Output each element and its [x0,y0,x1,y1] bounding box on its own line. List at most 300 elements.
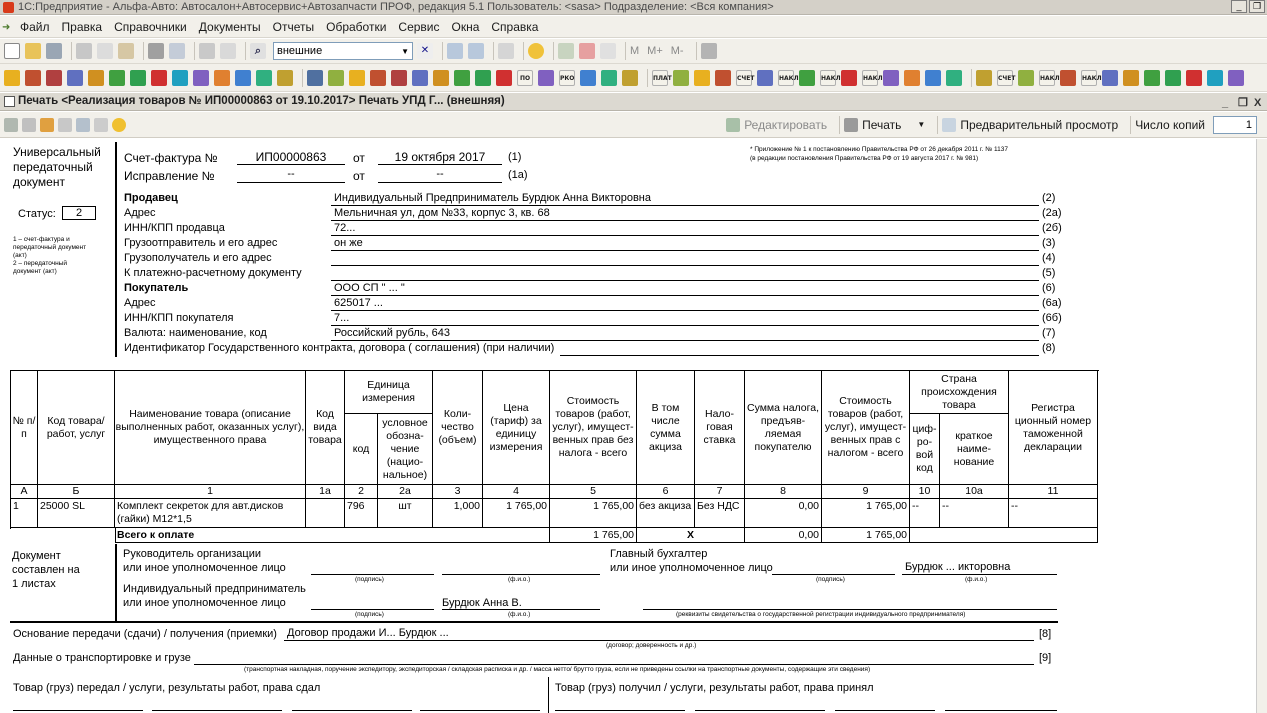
toolbar2-icon[interactable]: НАКЛ [820,70,836,86]
toolbar2-icon[interactable] [46,70,62,86]
composed-line: Документ [12,550,61,562]
toolbar2-icon[interactable] [1060,70,1076,86]
total-sum: 1 765,00 [822,528,910,543]
underline [378,164,502,165]
chief-accountant-line: или иное уполномоченное лицо [610,562,773,574]
underline [152,710,282,711]
col-number: 8 [745,485,822,499]
preview-icon[interactable] [169,43,185,59]
total-tax: 0,00 [745,528,822,543]
signature-line [772,574,895,575]
item-cell: 1 765,00 [550,499,637,528]
col-number: 11 [1009,485,1098,499]
party-label: Покупатель [124,282,189,294]
basis-value: Договор продажи И... Бурдюк ... [287,627,449,639]
toolbar2-icon[interactable] [475,70,491,86]
ip-requisites-caption: (реквизиты свидетельства о государственной регистрации индивидуального предпринимателя) [676,611,966,618]
status-note-line: (акт) [13,252,27,259]
save-doc-icon[interactable] [22,118,36,132]
menu-file[interactable]: Файл [20,19,50,34]
signature-line [311,609,434,610]
field-num: (2а) [1042,207,1062,219]
signature-caption: (подпись) [816,576,845,583]
menu-service[interactable]: Сервис [398,19,440,34]
preview-label: Предварительный просмотр [960,117,1119,132]
menu-help[interactable]: Справка [491,19,539,34]
col-number: 7 [695,485,745,499]
item-cell: 0,00 [745,499,822,528]
col-number: 2 [345,485,378,499]
toolbar2-icon[interactable] [433,70,449,86]
toolbar2-icon[interactable] [370,70,386,86]
col-header-tax-amount: Сумма налога, предъяв-ляемая покупателю [745,371,822,485]
toolbar-separator [971,69,972,87]
edit-button[interactable] [726,118,827,132]
toolbar2-icon[interactable] [151,70,167,86]
toolbar2-icon[interactable] [454,70,470,86]
correction-number: -- [287,168,295,180]
new-doc-icon[interactable] [4,43,20,59]
table-icon[interactable] [600,43,616,59]
field-num: (1а) [508,169,528,181]
field-num: (1) [508,151,522,163]
ip-requisites-line [643,609,1057,610]
col-number: 10а [940,485,1009,499]
transport-label: Данные о транспортировке и грузе [13,652,191,664]
underline [237,182,345,183]
ip-label [123,582,306,610]
doc-type-line: документ [13,175,65,189]
invoice-number: ИП00000863 [255,150,327,164]
col-header-cost: Стоимость товаров (работ, услуг), имущест-венных прав без налога - всего [550,371,637,485]
status-note-line: передаточный документ [13,244,87,251]
toolbar2-icon[interactable] [1207,70,1223,86]
toolbar2-icon[interactable] [1102,70,1118,86]
open-folder-icon[interactable] [25,43,41,59]
doc-close-button[interactable]: X [1254,97,1262,109]
print-button[interactable] [844,118,925,132]
toolbar2-icon[interactable] [67,70,83,86]
underline [695,710,825,711]
toolbar2-icon[interactable] [130,70,146,86]
composed-line: 1 листах [12,578,56,590]
party-value: он же [334,237,363,249]
toolbar2-icon[interactable] [715,70,731,86]
toolbar2-icon[interactable] [25,70,41,86]
toolbar2-icon[interactable] [172,70,188,86]
underline [331,205,1039,206]
name-line [442,574,600,575]
preview-button[interactable] [942,118,1118,132]
party-label: Грузополучатель и его адрес [124,252,272,264]
party-value: 72... [334,222,356,234]
col-header-total: Стоимость товаров (работ, услуг), имущест-венных прав с налогом - всего [822,371,910,485]
toolbar2-icon[interactable]: НАКЛ [778,70,794,86]
settings-icon[interactable] [701,43,717,59]
correction-date: -- [436,168,444,180]
total-cost: 1 765,00 [550,528,637,543]
field-num: (4) [1042,252,1056,264]
toolbar2-icon[interactable] [1165,70,1181,86]
document-action-bar [0,112,1267,138]
party-label: К платежно-расчетному документу [124,267,302,279]
mail-icon[interactable] [76,118,90,132]
toolbar2-icon[interactable]: НАКЛ [862,70,878,86]
toolbar2-icon[interactable] [349,70,365,86]
col-number: 9 [822,485,910,499]
field-num: (6а) [1042,297,1062,309]
copies-input[interactable]: 1 [1213,116,1257,134]
toolbar2-icon[interactable]: ПО [517,70,533,86]
toolbar2-icon[interactable] [235,70,251,86]
field-num: (6б) [1042,312,1062,324]
menu-edit[interactable]: Правка [61,19,103,34]
item-cell: -- [1009,499,1098,528]
toolbar2-icon[interactable] [580,70,596,86]
signature-line [311,574,434,575]
head-org-line: Руководитель организации [123,548,262,560]
regulation-note [750,145,1008,163]
signature-caption: (подпись) [355,611,384,618]
party-value: Индивидуальный Предприниматель Бурдюк Анна Викторовна [334,192,651,204]
party-label: Идентификатор Государственного контракта, договора ( соглашения) (при наличии) [124,342,555,354]
item-cell: 1 [11,499,38,528]
col-header-price: Цена (тариф) за единицу измерения [483,371,550,485]
table-mask [9,529,115,545]
total-empty [910,528,1098,543]
col-header-excise: В том числе сумма акциза [637,371,695,485]
toolbar2-icon[interactable]: ПЛАТ [652,70,668,86]
find-prev-icon[interactable] [468,43,484,59]
underline [284,640,1034,641]
doc-type-line: Универсальный [13,145,101,159]
table-border [115,528,116,543]
toolbar2-icon[interactable] [214,70,230,86]
search-icon[interactable]: ⌕ [250,43,266,59]
transport-caption: (транспортная накладная, поручение экспедитору, экспедиторская / складская расписка и др. / масса нетто/ брутто груза, если не приведены ссылки на транспортные документы, содержащие эти сведения) [244,666,871,673]
print-label: Печать [862,117,902,132]
col-number: А [11,485,38,499]
underline [331,325,1039,326]
col-number: 1 [115,485,306,499]
toolbar2-icon[interactable] [673,70,689,86]
item-cell: -- [940,499,1009,528]
field-num: (5) [1042,267,1056,279]
copy-icon[interactable] [97,43,113,59]
chief-accountant-label [610,547,773,575]
composed-line: составлен на [12,564,80,576]
edit-label: Редактировать [744,117,828,132]
item-cell: без акциза [637,499,695,528]
party-value: 625017 ... [334,297,383,309]
field-num: [9] [1039,652,1052,664]
toolbar-separator [302,69,303,87]
menu-reports[interactable]: Отчеты [272,19,315,34]
ip-line: или иное уполномоченное лицо [123,597,286,609]
party-label: Грузоотправитель и его адрес [124,237,278,249]
status-note-line: 1 – счет-фактура и [13,236,70,243]
col-number: 10 [910,485,940,499]
name-caption: (ф.и.о.) [965,576,988,583]
calendar-icon[interactable] [579,43,595,59]
toolbar2-icon[interactable] [307,70,323,86]
find-next-icon[interactable] [447,43,463,59]
calculator-icon[interactable] [558,43,574,59]
head-org-label [123,547,286,575]
menu-documents[interactable]: Документы [198,19,261,34]
app-title-bar [0,0,1267,15]
status-note-line: документ (акт) [13,268,57,275]
redo-icon[interactable] [220,43,236,59]
preview-doc-icon [942,118,956,132]
underline [331,280,1039,281]
underline [331,340,1039,341]
toolbar2-icon[interactable] [193,70,209,86]
toolbar2-icon[interactable] [1123,70,1139,86]
menu-bar [0,16,1267,38]
mem-minus-button[interactable]: M- [670,45,684,57]
field-num: (2) [1042,192,1056,204]
toolbar2-icon[interactable] [799,70,815,86]
upd-print-form [0,139,1267,713]
toolbar2-icon[interactable] [976,70,992,86]
window-icon[interactable] [498,43,514,59]
field-num: (8) [1042,342,1056,354]
menu-processing[interactable]: Обработки [326,19,387,34]
col-number: 5 [550,485,637,499]
col-number: 6 [637,485,695,499]
col-header-tax-rate: Нало-говая ставка [695,371,745,485]
party-label: Валюта: наименование, код [124,327,267,339]
col-header-number: № п/п [11,371,38,485]
doc-minimize-button[interactable]: _ [1222,97,1229,109]
toolbar2-icon[interactable] [841,70,857,86]
underline [331,235,1039,236]
copies-label: Число копий [1135,117,1205,132]
undo-icon[interactable] [199,43,215,59]
col-number: 3 [433,485,483,499]
toolbar2-icon[interactable] [883,70,899,86]
regulation-note-line: * Приложение № 1 к постановлению Правительства РФ от 26 декабря 2011 г. № 1137 [750,146,1008,153]
toolbar2-icon[interactable] [925,70,941,86]
party-value: Мельничная ул, дом №33, корпус 3, кв. 68 [334,207,550,219]
find-clear-icon[interactable]: ✕ [417,43,433,59]
chief-accountant-line: Главный бухгалтер [610,548,708,560]
ip-name: Бурдюк Анна В. [442,597,522,609]
edit-icon [726,118,740,132]
underline [378,182,502,183]
total-excise-mark: Х [637,528,745,543]
toolbar2-icon[interactable] [328,70,344,86]
col-header-name: Наименование товара (описание выполненных работ, оказанных услуг), имущественного права [115,371,306,485]
toolbar2-icon[interactable] [277,70,293,86]
underline [237,164,345,165]
item-cell: 1 765,00 [822,499,910,528]
status-label: Статус: [18,208,56,220]
field-num: (2б) [1042,222,1062,234]
toolbar2-icon[interactable]: НАКЛ [1081,70,1097,86]
toolbar2-icon[interactable] [946,70,962,86]
col-header-country-code: циф-ро-вой код [910,414,940,485]
copy-doc-icon[interactable] [58,118,72,132]
invoice-label: Счет-фактура № [124,151,218,165]
field-num: (6) [1042,282,1056,294]
toolbar2-icon[interactable] [4,70,20,86]
invoice-from: от [353,151,365,165]
underline [560,355,1039,356]
toolbar2-icon[interactable]: СЧЕТ [736,70,752,86]
toolbar2-icon[interactable] [109,70,125,86]
passed-label: Товар (груз) передал / услуги, результаты работ, права сдал [13,682,321,694]
minimize-button[interactable]: _ [1231,0,1247,13]
document-window-title [0,93,1267,111]
item-cell: 25000 SL [38,499,115,528]
toolbar2-icon[interactable] [601,70,617,86]
help-icon[interactable] [112,118,126,132]
underline [835,710,935,711]
toolbar2-icon[interactable] [904,70,920,86]
underline [331,295,1039,296]
menu-arrow-icon: ➜ [2,21,11,33]
received-label: Товар (груз) получил / услуги, результаты работ, права принял [555,682,874,694]
status-note [13,236,86,276]
print-dropdown-icon[interactable]: ▼ [917,120,926,129]
doc-restore-button[interactable]: ❐ [1238,97,1248,109]
dropdown-arrow-icon[interactable]: ▼ [401,46,409,56]
printer-icon [844,118,858,132]
col-header-country: Страна происхождения товара [910,371,1009,414]
signature-bottom-rule [10,621,1058,623]
table-edit-icon[interactable] [4,118,18,132]
head-org-line: или иное уполномоченное лицо [123,562,286,574]
field-num: [8] [1039,628,1052,640]
party-label: Продавец [124,192,178,204]
item-cell: 796 [345,499,378,528]
toolbar2-icon[interactable] [391,70,407,86]
name-line [902,574,1057,575]
search-value: внешние [277,45,323,57]
status-note-line: 2 – передаточный [13,260,67,267]
party-label: Адрес [124,207,156,219]
doc-type-label [13,145,101,190]
basis-label: Основание передачи (сдачи) / получения (приемки) [13,628,277,640]
underline [13,710,143,711]
total-label: Всего к оплате [115,528,550,543]
app-toolbar [0,64,1267,92]
restore-button[interactable]: ❐ [1249,0,1265,13]
toolbar2-icon[interactable] [538,70,554,86]
toolbar2-icon[interactable] [1186,70,1202,86]
standard-toolbar [0,39,1267,64]
search-input[interactable] [273,42,413,60]
name-caption: (ф.и.о.) [508,576,531,583]
mem-plus-button[interactable]: M+ [647,45,663,57]
party-value: Российский рубль, 643 [334,327,450,339]
toolbar2-icon[interactable] [256,70,272,86]
toolbar2-icon[interactable] [622,70,638,86]
col-header-unit: Единица измерения [345,371,433,414]
underline [194,664,1034,665]
col-header-unit-code: код [345,414,378,485]
col-header-unit-name: условное обозна-чение (нацио-нальное) [378,414,433,485]
underline [555,710,685,711]
save-icon[interactable] [46,43,62,59]
col-header-country-name: краткое наиме-нование [940,414,1009,485]
document-title: Печать <Реализация товаров № ИП00000863 от 19.10.2017> Печать УПД Г... (внешняя) [18,95,505,107]
paste-icon[interactable] [118,43,134,59]
regulation-note-line: (в редакции постановления Правительства РФ от 19 августа 2017 г. № 981) [750,155,979,162]
toolbar-separator [647,69,648,87]
toolbar2-icon[interactable] [1018,70,1034,86]
app-title: 1С:Предприятие - Альфа-Авто: Автосалон+Автосервис+Автозапчасти ПРОФ, редакция 5.1 Пользователь: <sasa> Подразделение: <Вся компания> [18,1,774,13]
toolbar2-icon[interactable]: РКО [559,70,575,86]
info-icon[interactable] [528,43,544,59]
item-cell: шт [378,499,433,528]
item-cell: 1 765,00 [483,499,550,528]
field-num: (3) [1042,237,1056,249]
chief-accountant-name: Бурдюк ... икторовна [905,561,1011,573]
print-icon[interactable] [148,43,164,59]
col-number: 2а [378,485,433,499]
transfer-divider [548,677,549,713]
party-label: Адрес [124,297,156,309]
composed-note [12,549,80,591]
document-icon [4,96,15,107]
toolbar2-icon[interactable] [412,70,428,86]
menu-catalogs[interactable]: Справочники [114,19,187,34]
basis-caption: (договор; доверенность и др.) [606,642,697,649]
toolbar2-icon[interactable] [1144,70,1160,86]
col-number: Б [38,485,115,499]
page-icon[interactable] [94,118,108,132]
export-icon[interactable] [40,118,54,132]
field-num: (7) [1042,327,1056,339]
item-cell: Без НДС [695,499,745,528]
col-header-kind: Код вида товара [306,371,345,485]
item-cell: 1,000 [433,499,483,528]
underline [331,220,1039,221]
app-logo-icon [3,2,14,13]
mem-button[interactable]: M [630,45,640,57]
toolbar2-icon[interactable]: НАКЛ [1039,70,1055,86]
toolbar2-icon[interactable] [757,70,773,86]
item-cell [306,499,345,528]
invoice-date: 19 октября 2017 [394,150,486,164]
signature-caption: (подпись) [355,576,384,583]
cut-icon[interactable] [76,43,92,59]
col-number: 1а [306,485,345,499]
toolbar2-icon[interactable] [496,70,512,86]
name-caption: (ф.и.о.) [508,611,531,618]
header-divider [115,142,117,357]
toolbar2-icon[interactable] [694,70,710,86]
status-value: 2 [62,206,96,220]
name-line [442,609,600,610]
underline [945,710,1057,711]
correction-from: от [353,169,365,183]
toolbar2-icon[interactable] [1228,70,1244,86]
party-value: ООО СП " ... " [334,282,405,294]
toolbar2-icon[interactable]: СЧЕТ [997,70,1013,86]
menu-windows[interactable]: Окна [451,19,480,34]
underline [331,250,1039,251]
underline [331,265,1039,266]
toolbar2-icon[interactable] [88,70,104,86]
ip-line: Индивидуальный предприниматель [123,583,306,595]
vertical-scrollbar[interactable] [1256,139,1267,713]
party-value: 7... [334,312,350,324]
underline [331,310,1039,311]
